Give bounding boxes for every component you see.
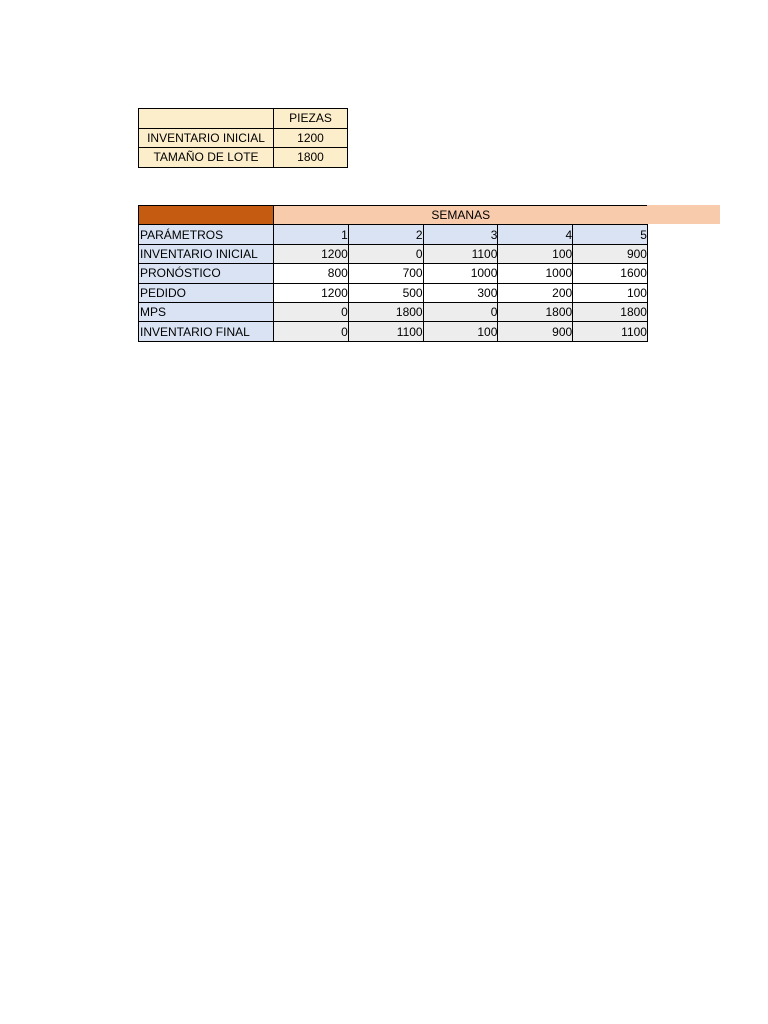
week-cell[interactable]: 800 — [274, 264, 349, 283]
week-cell[interactable]: 100 — [498, 244, 573, 263]
row-label-cell[interactable]: INVENTARIO INICIAL — [139, 244, 274, 263]
week-cell[interactable]: 1000 — [423, 264, 498, 283]
week-cell[interactable]: 1600 — [573, 264, 648, 283]
week-cell[interactable]: 0 — [274, 322, 349, 341]
week-cell[interactable]: 0 — [348, 244, 423, 263]
week-cell[interactable]: 2 — [348, 225, 423, 244]
summary-value-cell[interactable]: 1200 — [274, 128, 348, 148]
mps-row-inventario-final — [139, 322, 648, 341]
summary-row — [139, 128, 348, 148]
row-label-cell[interactable]: MPS — [139, 302, 274, 321]
mps-row-pedido — [139, 283, 648, 302]
week-cell[interactable]: 900 — [498, 322, 573, 341]
mps-header-row — [139, 206, 648, 225]
week-cell[interactable]: 200 — [498, 283, 573, 302]
week-cell[interactable]: 1000 — [498, 264, 573, 283]
week-cell[interactable]: 300 — [423, 283, 498, 302]
week-cell[interactable]: 1800 — [348, 302, 423, 321]
week-cell[interactable]: 100 — [573, 283, 648, 302]
summary-header-row — [139, 109, 348, 129]
row-label-cell[interactable]: INVENTARIO FINAL — [139, 322, 274, 341]
mps-row-parametros — [139, 225, 648, 244]
week-cell[interactable]: 3 — [423, 225, 498, 244]
week-cell[interactable]: 500 — [348, 283, 423, 302]
semanas-header-cell[interactable]: SEMANAS — [274, 206, 648, 225]
week-cell[interactable]: 4 — [498, 225, 573, 244]
week-cell[interactable]: 1 — [274, 225, 349, 244]
summary-table — [138, 108, 348, 168]
semanas-band-extension — [647, 205, 720, 224]
summary-value-cell[interactable]: 1800 — [274, 148, 348, 168]
week-cell[interactable]: 1200 — [274, 244, 349, 263]
week-cell[interactable]: 700 — [348, 264, 423, 283]
summary-row — [139, 148, 348, 168]
week-cell[interactable]: 900 — [573, 244, 648, 263]
row-label-cell[interactable]: PARÁMETROS — [139, 225, 274, 244]
row-label-cell[interactable]: PRONÓSTICO — [139, 264, 274, 283]
week-cell[interactable]: 0 — [423, 302, 498, 321]
summary-label-cell[interactable]: TAMAÑO DE LOTE — [139, 148, 274, 168]
week-cell[interactable]: 1100 — [348, 322, 423, 341]
mps-corner-cell[interactable] — [139, 206, 274, 225]
week-cell[interactable]: 1800 — [498, 302, 573, 321]
mps-row-mps — [139, 302, 648, 321]
week-cell[interactable]: 1100 — [573, 322, 648, 341]
mps-row-pronostico — [139, 264, 648, 283]
week-cell[interactable]: 1800 — [573, 302, 648, 321]
mps-table — [138, 205, 648, 342]
summary-label-cell[interactable]: INVENTARIO INICIAL — [139, 128, 274, 148]
mps-row-inventario-inicial — [139, 244, 648, 263]
week-cell[interactable]: 5 — [573, 225, 648, 244]
week-cell[interactable]: 1100 — [423, 244, 498, 263]
summary-header-cell[interactable]: PIEZAS — [274, 109, 348, 129]
row-label-cell[interactable]: PEDIDO — [139, 283, 274, 302]
week-cell[interactable]: 100 — [423, 322, 498, 341]
week-cell[interactable]: 0 — [274, 302, 349, 321]
summary-empty-cell[interactable] — [139, 109, 274, 129]
week-cell[interactable]: 1200 — [274, 283, 349, 302]
